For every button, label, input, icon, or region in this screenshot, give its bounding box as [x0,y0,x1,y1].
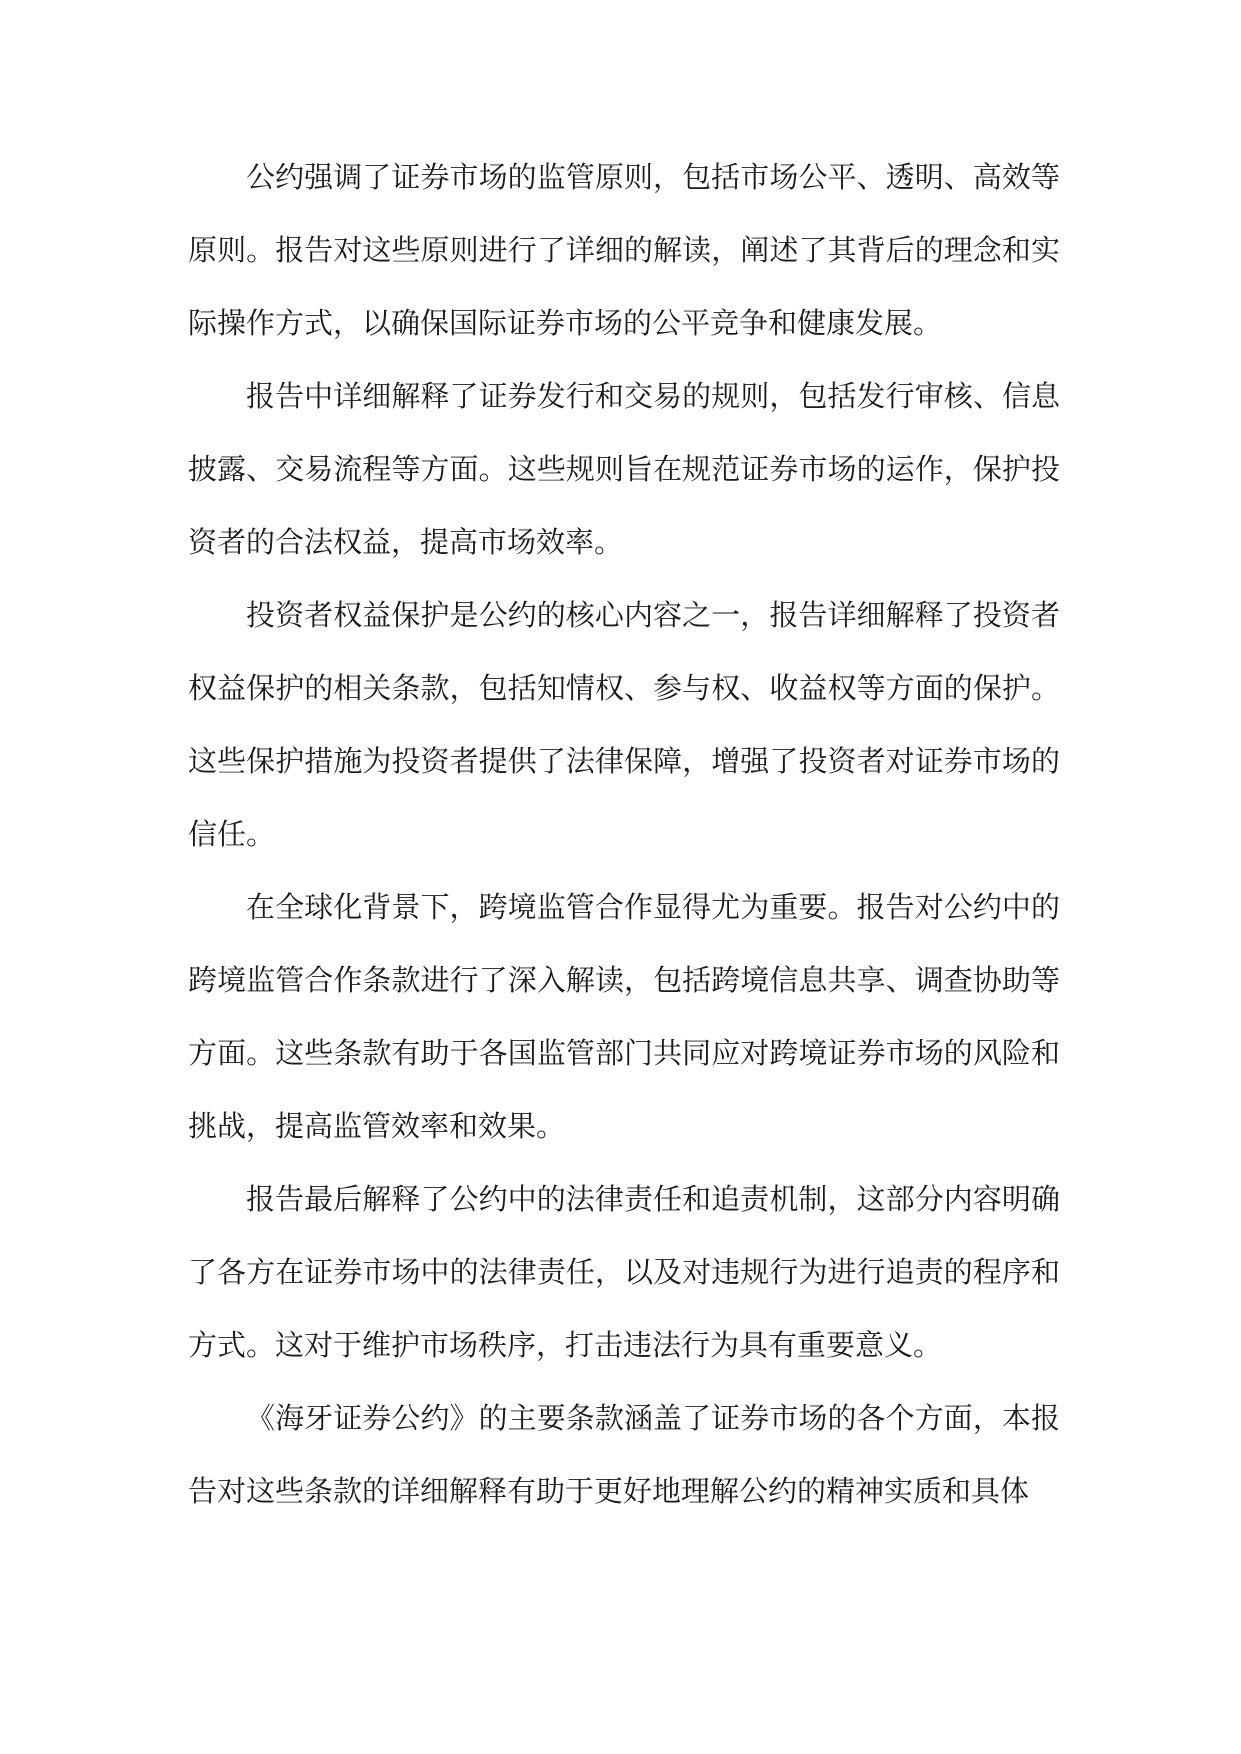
paragraph-regulatory-principles: 公约强调了证券市场的监管原则，包括市场公平、透明、高效等原则。报告对这些原则进行了详细的解读，阐述了其背后的理念和实际操作方式，以确保国际证券市场的公平竞争和健康发展。 [188,160,1060,340]
paragraph-legal-liability: 报告最后解释了公约中的法律责任和追责机制，这部分内容明确了各方在证券市场中的法律责任，以及对违规行为进行追责的程序和方式。这对于维护市场秩序，打击违法行为具有重要意义。 [188,1182,1060,1362]
document-body [188,141,1060,1528]
paragraph-cross-border-cooperation: 在全球化背景下，跨境监管合作显得尤为重要。报告对公约中的跨境监管合作条款进行了深入解读，包括跨境信息共享、调查协助等方面。这些条款有助于各国监管部门共同应对跨境证券市场的风险和挑战，提高监管效率和效果。 [188,890,1060,1143]
paragraph-investor-protection: 投资者权益保护是公约的核心内容之一，报告详细解释了投资者权益保护的相关条款，包括知情权、参与权、收益权等方面的保护。这些保护措施为投资者提供了法律保障，增强了投资者对证券市场的信任。 [188,598,1060,851]
paragraph-issuance-trading-rules: 报告中详细解释了证券发行和交易的规则，包括发行审核、信息披露、交易流程等方面。这些规则旨在规范证券市场的运作，保护投资者的合法权益，提高市场效率。 [188,379,1060,559]
paragraph-summary: 《海牙证券公约》的主要条款涵盖了证券市场的各个方面，本报告对这些条款的详细解释有助于更好地理解公约的精神实质和具体 [188,1401,1060,1508]
